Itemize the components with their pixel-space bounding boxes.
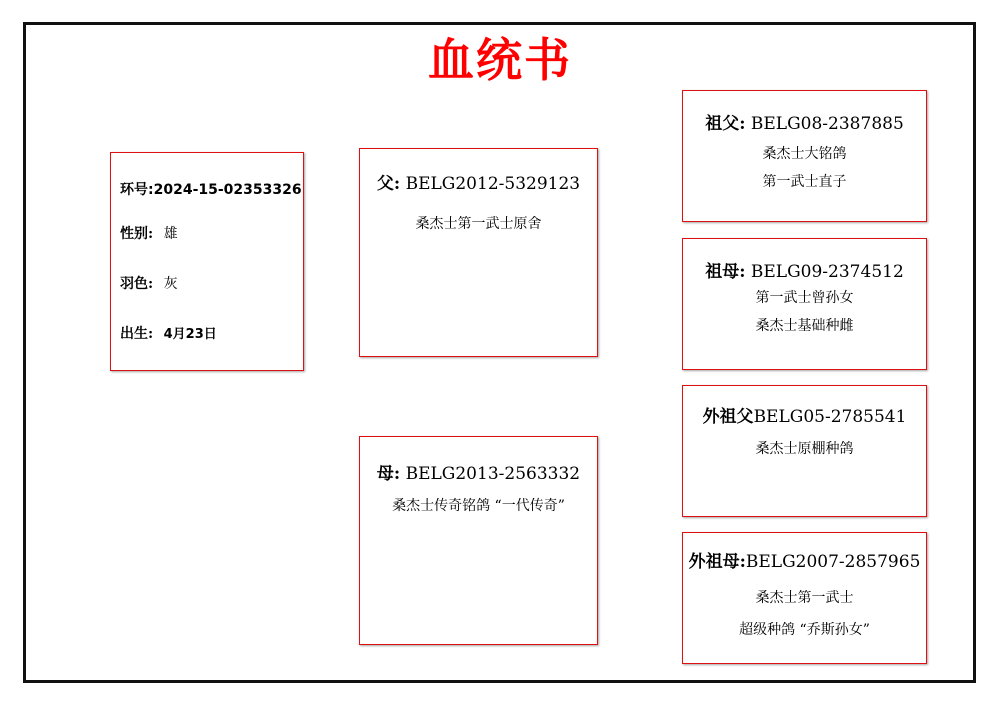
pedigree-title: 血统书 (428, 33, 572, 87)
maternal-grandsire-desc: 桑杰士原棚种鸽 (755, 441, 854, 457)
maternal-granddam-header (683, 547, 926, 572)
sire-ring: BELG2012-5329123 (405, 174, 581, 194)
maternal-grandsire-ring: BELG05-2785541 (753, 407, 907, 427)
maternal-granddam-desc-1: 桑杰士第一武士 (755, 590, 854, 606)
granddam-label: 祖母: (705, 262, 746, 282)
sire-desc: 桑杰士第一武士原舍 (415, 216, 542, 232)
granddam-card (682, 238, 927, 370)
granddam-header (683, 257, 926, 282)
color-value: 灰 (163, 276, 178, 292)
ring-value: 2024-15-02353326 (153, 182, 302, 198)
ring-label: 环号: (120, 182, 154, 198)
sex-label: 性别: (120, 226, 154, 242)
self-card (110, 152, 304, 371)
dam-desc: 桑杰士传奇铭鸽 “一代传奇” (392, 498, 565, 514)
grandsire-header (683, 109, 926, 134)
birth-row (120, 323, 217, 343)
maternal-granddam-card (682, 532, 927, 664)
dam-header (360, 459, 597, 484)
grandsire-desc-2: 第一武士直子 (762, 174, 847, 190)
maternal-grandsire-label: 外祖父 (702, 407, 754, 427)
grandsire-desc-1: 桑杰士大铭鸽 (762, 146, 847, 162)
birth-label: 出生: (120, 326, 154, 342)
dam-card (359, 436, 598, 645)
sire-card (359, 148, 598, 357)
granddam-desc-2: 桑杰士基础种雌 (755, 318, 854, 334)
ring-row (120, 179, 302, 199)
grandsire-card (682, 90, 927, 222)
sex-row (120, 223, 178, 243)
dam-ring: BELG2013-2563332 (405, 464, 581, 484)
sex-value: 雄 (163, 226, 178, 242)
granddam-desc-1: 第一武士曾孙女 (755, 290, 854, 306)
maternal-grandsire-card (682, 385, 927, 517)
color-row (120, 273, 178, 293)
sire-label: 父: (376, 174, 401, 194)
grandsire-label: 祖父: (705, 114, 746, 134)
granddam-ring: BELG09-2374512 (750, 262, 904, 282)
maternal-granddam-label: 外祖母: (688, 552, 746, 572)
maternal-granddam-ring: BELG2007-2857965 (745, 552, 921, 572)
grandsire-ring: BELG08-2387885 (750, 114, 904, 134)
maternal-grandsire-header (683, 402, 926, 427)
birth-value: 4月23日 (163, 327, 217, 342)
dam-label: 母: (376, 464, 401, 484)
color-label: 羽色: (120, 276, 154, 292)
sire-header (360, 169, 597, 194)
maternal-granddam-desc-2: 超级种鸽 “乔斯孙女” (739, 622, 870, 638)
